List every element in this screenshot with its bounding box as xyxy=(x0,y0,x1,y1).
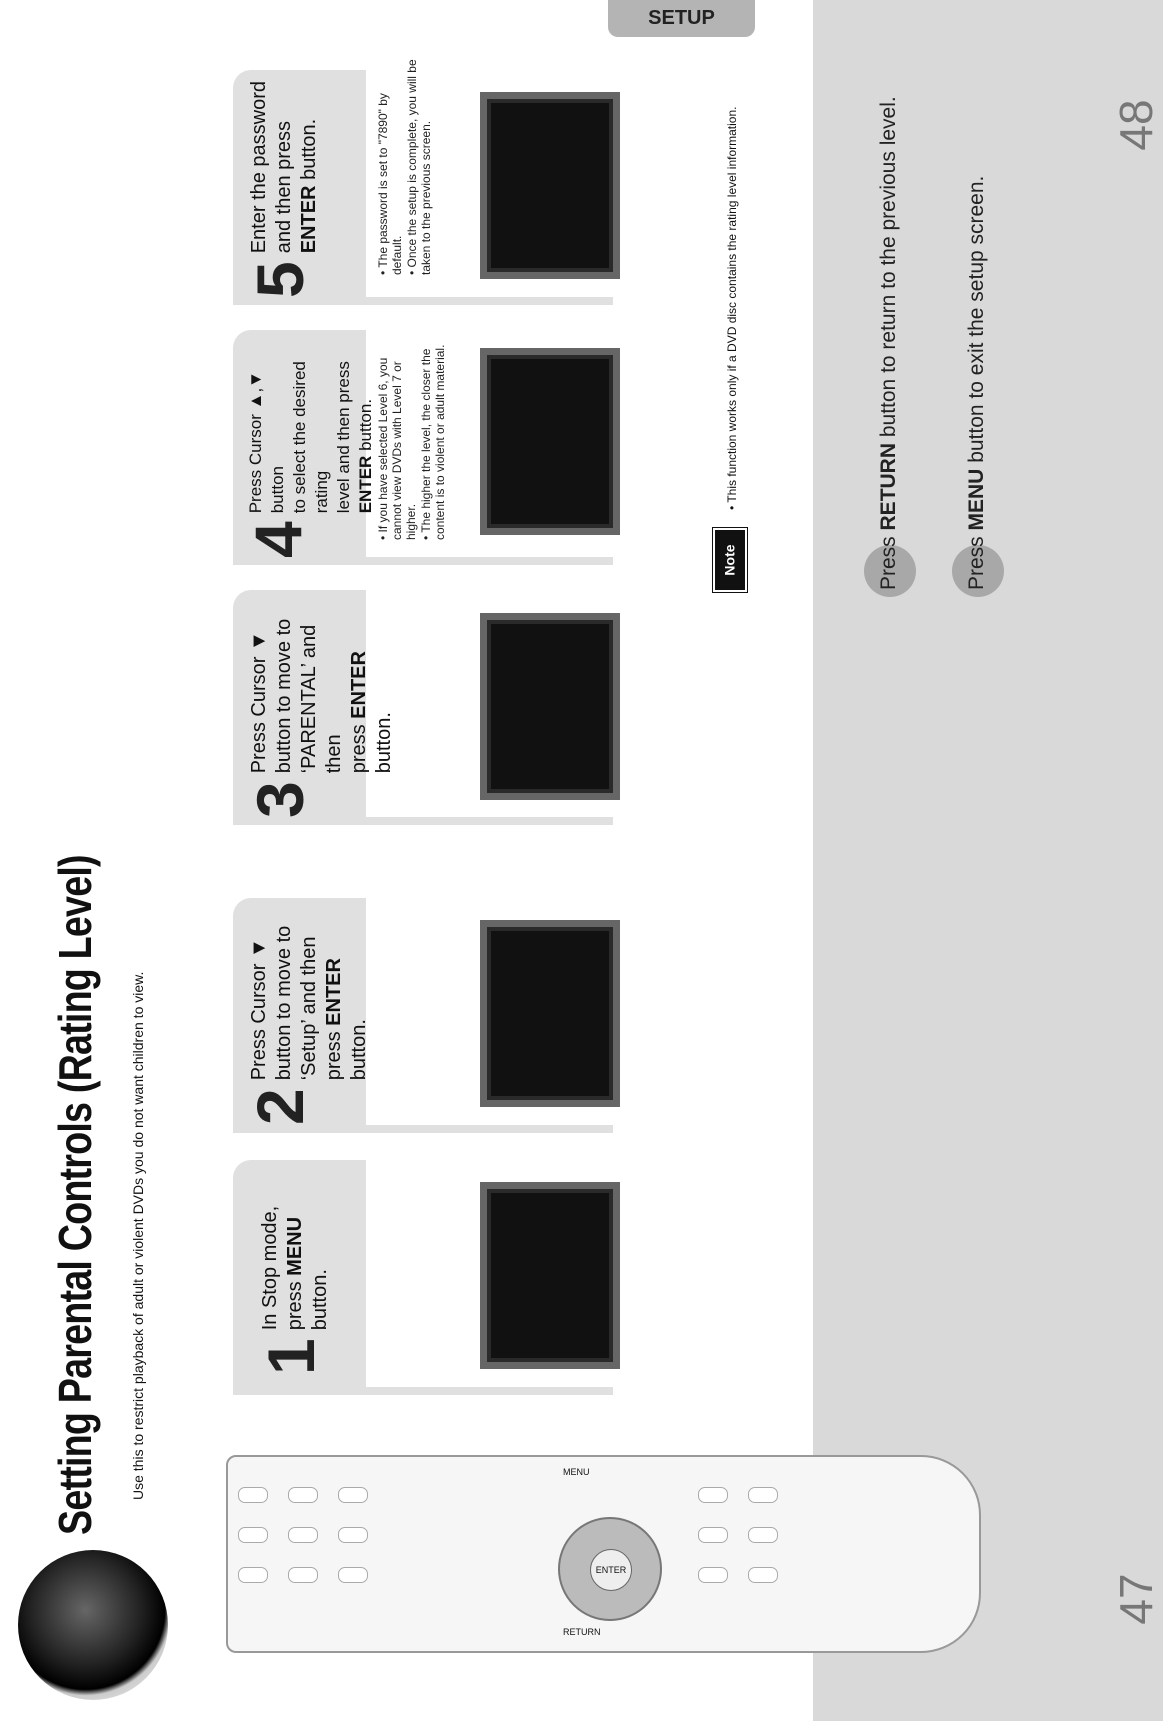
step-5-text: Enter the password and then press ENTER button. xyxy=(248,80,320,254)
remote-button xyxy=(748,1487,778,1503)
instruction-1-prefix: Press xyxy=(877,530,900,590)
step-3-number: 3 xyxy=(243,781,317,818)
note-badge xyxy=(713,528,747,592)
step-4 xyxy=(241,328,377,558)
remote-button xyxy=(288,1527,318,1543)
remote-return-label: RETURN xyxy=(563,1627,601,1637)
note-badge-label: Note xyxy=(722,544,738,576)
screen-rating-levels xyxy=(480,348,620,535)
section-tab: SETUP xyxy=(608,0,755,37)
step-4-note-1: • If you have selected Level 6, you cannot view DVDs with Level 7 or higher. xyxy=(376,357,418,540)
remote-button xyxy=(338,1527,368,1543)
page-number-left: 47 xyxy=(1110,1573,1162,1625)
title-block xyxy=(48,855,102,1535)
step-4-text: Press Cursor ▲,▼ button to select the desired rating level and then press ENTER button. xyxy=(246,361,375,514)
step-3-underline xyxy=(233,817,613,825)
step-4-underline xyxy=(233,557,613,565)
remote-enter-button: ENTER xyxy=(590,1549,632,1591)
step-3 xyxy=(243,588,397,818)
remote-button xyxy=(338,1567,368,1583)
page-title: Setting Parental Controls (Rating Level) xyxy=(49,855,101,1535)
remote-button xyxy=(698,1567,728,1583)
step-2-underline xyxy=(233,1125,613,1133)
step-4-number: 4 xyxy=(241,521,315,558)
remote-button xyxy=(238,1487,268,1503)
step-5-notes xyxy=(376,53,434,275)
remote-button xyxy=(748,1567,778,1583)
step-4-notes xyxy=(376,330,448,540)
instruction-2-suffix: button to exit the setup screen. xyxy=(965,175,988,469)
instruction-2-key: MENU xyxy=(965,468,988,531)
speaker-logo xyxy=(18,1550,168,1700)
instruction-2-prefix: Press xyxy=(965,530,988,590)
step-5-note-2: • Once the setup is complete, you will be taken to the previous screen. xyxy=(405,59,433,275)
instruction-return xyxy=(877,70,901,590)
remote-button xyxy=(238,1527,268,1543)
remote-button xyxy=(338,1487,368,1503)
step-5 xyxy=(243,68,322,298)
page-number-right: 48 xyxy=(1110,99,1162,151)
remote-nav-ring xyxy=(558,1517,662,1621)
note-text: • This function works only if a DVD disc contains the rating level information. xyxy=(725,106,739,510)
subtitle-block xyxy=(130,940,146,1500)
instruction-1-suffix: button to return to the previous level. xyxy=(877,96,900,443)
step-1 xyxy=(254,1155,333,1375)
instruction-menu xyxy=(965,150,989,590)
screen-disc-menu xyxy=(480,1182,620,1369)
step-3-text: Press Cursor ▼ button to move to ‘PARENTAL’ and then press ENTER button. xyxy=(248,618,395,774)
step-5-note-1: • The password is set to "7890" by default. xyxy=(376,93,404,275)
remote-button xyxy=(748,1527,778,1543)
step-2-text: Press Cursor ▼ button to move to ‘Setup’ and then press ENTER button. xyxy=(248,925,370,1081)
step-1-underline xyxy=(233,1387,613,1395)
step-5-number: 5 xyxy=(243,261,317,298)
remote-button xyxy=(238,1567,268,1583)
screen-password xyxy=(480,92,620,279)
note-text-block xyxy=(725,60,739,510)
remote-button xyxy=(698,1487,728,1503)
step-5-underline xyxy=(233,297,613,305)
instruction-1-key: RETURN xyxy=(877,442,900,531)
step-1-text: In Stop mode, press MENU button. xyxy=(259,1205,331,1331)
remote-menu-label: MENU xyxy=(563,1467,590,1477)
screen-setup-menu xyxy=(480,920,620,1107)
step-2 xyxy=(243,895,372,1125)
step-1-number: 1 xyxy=(254,1338,328,1375)
remote-button xyxy=(288,1487,318,1503)
step-4-note-2: • The higher the level, the closer the content is to violent or adult material. xyxy=(419,344,447,540)
remote-button xyxy=(698,1527,728,1543)
step-2-number: 2 xyxy=(243,1088,317,1125)
page-subtitle: Use this to restrict playback of adult or violent DVDs you do not want children to view. xyxy=(130,971,146,1500)
screen-parental-select xyxy=(480,613,620,800)
remote-control xyxy=(226,1455,981,1653)
remote-button xyxy=(288,1567,318,1583)
